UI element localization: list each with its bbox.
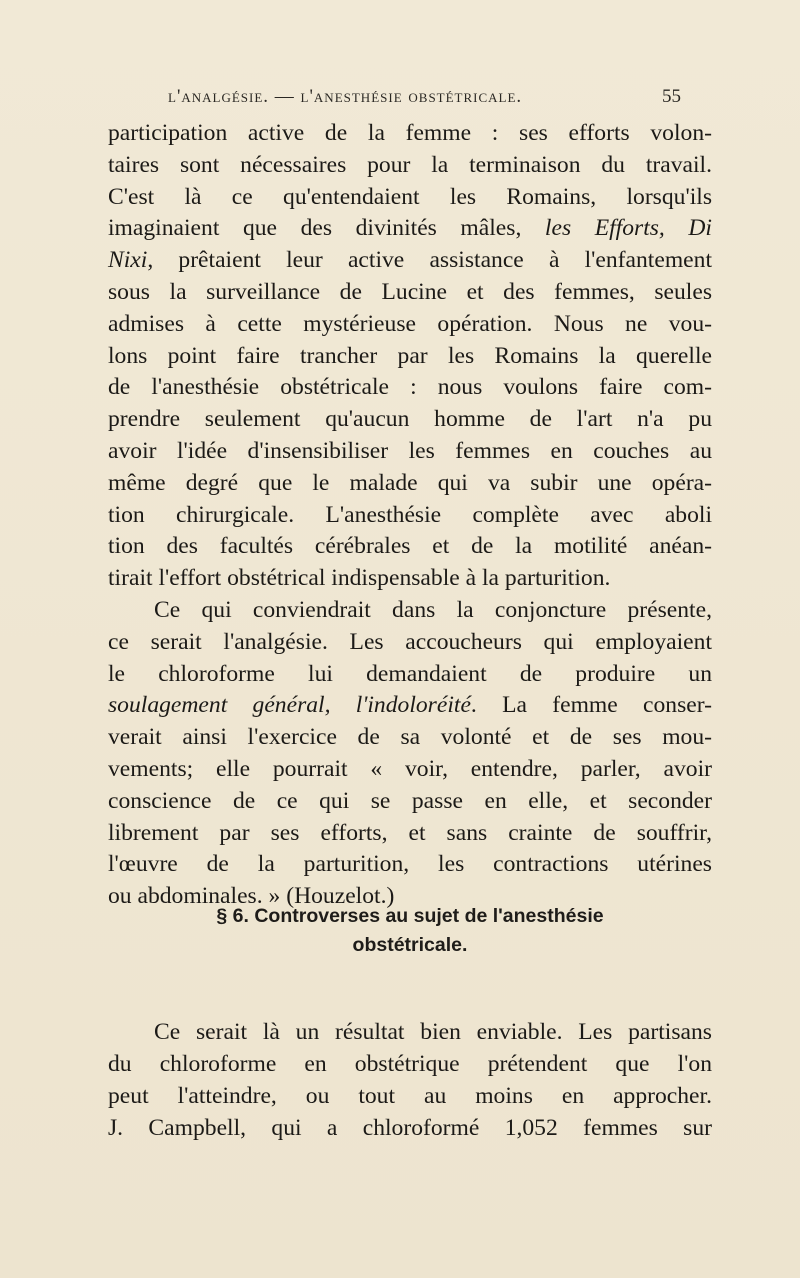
text-line <box>108 245 712 277</box>
text-line: conscience de ce qui se passe en elle, et seconder <box>108 787 712 814</box>
running-head: l'analgésie. — l'anesthésie obstétricale. <box>168 86 523 107</box>
text-line: lons point faire trancher par les Romains la querelle <box>108 342 712 369</box>
text-line <box>108 213 712 245</box>
text-segment: . La femme conser- <box>470 692 712 719</box>
text-line: l'œuvre de la parturition, les contractions utérines <box>108 851 712 878</box>
text-line: librement par ses efforts, et sans crainte de souffrir, <box>108 819 712 846</box>
text-line: tion des facultés cérébrales et de la motilité anéan- <box>108 533 712 560</box>
text-line: du chloroforme en obstétrique prétendent que l'on <box>108 1051 712 1077</box>
text-line: de l'anesthésie obstétricale : nous voulons faire com- <box>108 374 712 401</box>
text-line: Ce qui conviendrait dans la conjoncture présente, <box>154 596 712 623</box>
text-line: verait ainsi l'exercice de sa volonté et de ses mou- <box>108 724 712 751</box>
text-line: prendre seulement qu'aucun homme de l'art n'a pu <box>108 406 712 433</box>
text-line: vements; elle pourrait « voir, entendre, parler, avoir <box>108 755 712 782</box>
text-line: participation active de la femme : ses efforts volon- <box>108 120 712 146</box>
text-segment: , prêtaient leur active assistance à l'enfantement <box>147 247 712 274</box>
text-line: sous la surveillance de Lucine et des femmes, seules <box>108 278 712 305</box>
italic-segment: les Efforts, Di <box>544 215 712 242</box>
text-line: Ce serait là un résultat bien enviable. Les partisans <box>154 1019 712 1045</box>
body-text-continued <box>108 1016 712 1144</box>
text-line: admises à cette mystérieuse opération. Nous ne vou- <box>108 310 712 337</box>
text-line: ce serait l'analgésie. Les accoucheurs qui employaient <box>108 628 712 655</box>
italic-segment: Nixi <box>108 247 148 274</box>
text-segment: imaginaient que des divinités mâles, <box>108 215 545 242</box>
text-line: même degré que le malade qui va subir une opéra- <box>108 469 712 496</box>
text-line: tion chirurgicale. L'anesthésie complète avec aboli <box>108 501 712 528</box>
text-line: peut l'atteindre, ou tout au moins en approcher. <box>108 1083 712 1109</box>
section-heading-continued: obstétricale. <box>352 934 468 956</box>
text-line: C'est là ce qu'entendaient les Romains, lorsqu'ils <box>108 183 712 210</box>
text-line: ou abdominales. » (Houzelot.) <box>108 883 395 910</box>
italic-segment: soulagement général, l'indoloréité <box>108 692 471 719</box>
section-heading: § 6. Controverses au sujet de l'anesthésie <box>216 905 604 927</box>
text-line: taires sont nécessaires pour la terminaison du travail. <box>108 151 712 178</box>
text-line: avoir l'idée d'insensibiliser les femmes en couches au <box>108 437 712 464</box>
body-text <box>108 118 712 913</box>
page-number: 55 <box>662 86 681 107</box>
text-line: le chloroforme lui demandaient de produire un <box>108 660 712 687</box>
text-line: J. Campbell, qui a chloroformé 1,052 femmes sur <box>108 1115 712 1141</box>
text-line <box>108 690 712 722</box>
text-line: tirait l'effort obstétrical indispensable à la parturition. <box>108 565 611 592</box>
